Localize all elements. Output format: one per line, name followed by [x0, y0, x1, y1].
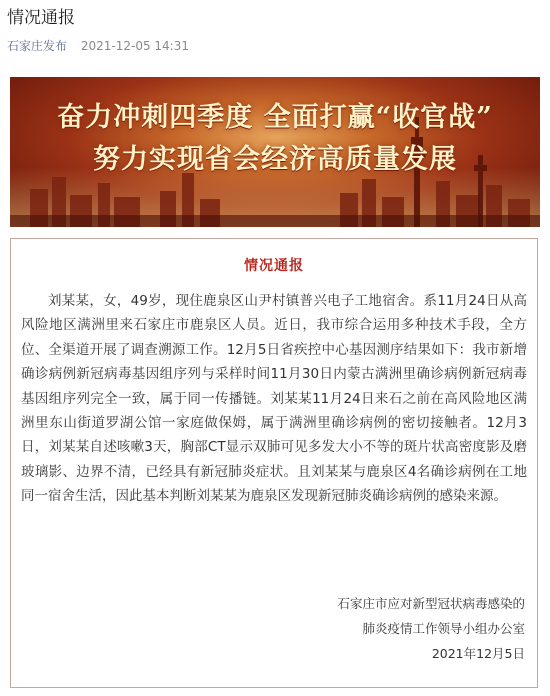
signature-org-line2: 肺炎疫情工作领导小组办公室 [362, 621, 525, 636]
publish-time: 2021-12-05 14:31 [80, 39, 189, 53]
account-name-link[interactable]: 石家庄发布 [7, 39, 68, 53]
signature-date: 2021年12月5日 [431, 646, 525, 661]
notice-box [10, 238, 538, 688]
banner-slogan-line2: 努力实现省会经济高质量发展 [93, 144, 457, 175]
header-banner-image [10, 77, 540, 227]
article-title: 情况通报 [7, 8, 75, 28]
notice-heading: 情况通报 [244, 258, 304, 274]
signature-org-line1: 石家庄市应对新型冠状病毒感染的 [337, 596, 525, 611]
article-meta [7, 38, 189, 54]
banner-slogan-line1: 奋力冲刺四季度 全面打赢“收官战” [57, 102, 493, 133]
notice-body: 刘某某，女，49岁，现住鹿泉区山尹村镇普兴电子工地宿舍。系11月24日从高风险地区满洲里来石家庄市鹿泉区人员。近日，我市综合运用多种技术手段，全方位、全渠道开展了调查溯源工作。12月5日省疾控中心基因测序结果如下：我市新增确诊病例新冠病毒基因组序列与采样时间11月30日内蒙古满洲里确诊病例新冠病毒基因组序列完全一致，属于同一传播链。刘某某11月24日来石之前在高风险地区满洲里东山街道罗湖公馆一家庭做保姆，属于满洲里确诊病例的密切接触者。12月3日，刘某某自述咳嗽3天，胸部CT显示双肺可见多发大小不等的斑片状高密度影及磨玻璃影、边界不清，已经具有新冠肺炎症状。且刘某某与鹿泉区4名确诊病例在工地同一宿舍生活，因此基本判断刘某某为鹿泉区发现新冠肺炎确诊病例的感染来源。 [21, 293, 527, 505]
